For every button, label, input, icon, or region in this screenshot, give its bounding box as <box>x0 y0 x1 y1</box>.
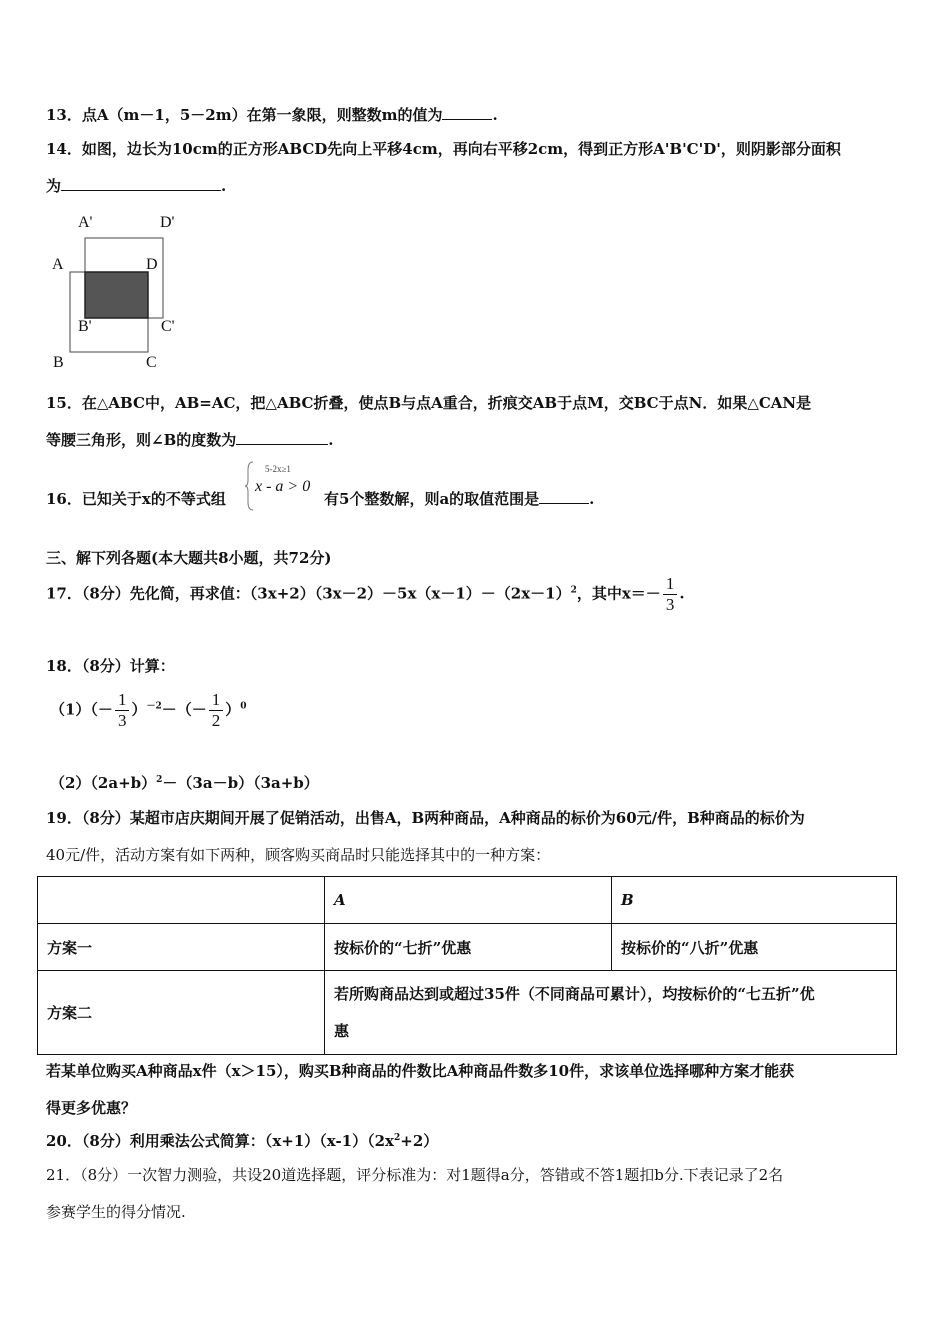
table-cell: B <box>612 877 897 924</box>
table-cell: 方案二 <box>38 971 325 1055</box>
fraction-one-third: $\frac{1}{3}$ <box>115 690 130 731</box>
question-18-title: 18．（8分）计算： <box>46 657 175 675</box>
question-13: 13．点A（m－1，5－2m）在第一象限，则整数m的值为 . <box>46 106 498 124</box>
label-d-prime: D' <box>160 214 175 231</box>
inequality-1: 5-2x≥1 <box>265 464 291 474</box>
question-16-suffix: 有5个整数解，则a的取值范围是 . <box>324 490 595 508</box>
table-cell: 按标价的“八折”优惠 <box>612 924 897 971</box>
question-21-line1: 21．（8分）一次智力测验，共设20道选择题，评分标准为：对1题得a分，答错或不答1题扣b分.下表记录了2名 <box>46 1166 784 1184</box>
question-18-part2: $(2)(2a+b)^2-(3a-b)(3a+b)$ <box>50 774 319 792</box>
question-17: 17．（8分）先化简，再求值：$(3x+2)(3x-2)-5x(x-1)-(2x-1)^2$，其中x＝－ $\frac{1}{3}$ . <box>46 574 685 614</box>
brace-icon <box>245 460 255 512</box>
inequality-system <box>245 460 323 512</box>
label-c-prime: C' <box>161 318 175 335</box>
question-19-after1: 若某单位购买A种商品x件（x＞15），购买B种商品的件数比A种商品件数多10件，求该单位选择哪种方案才能获 <box>46 1062 795 1080</box>
answer-blank <box>442 105 492 120</box>
fraction-one-third: $\frac{1}{3}$ <box>663 574 678 615</box>
question-15-line2: 等腰三角形，则∠B的度数为 . <box>46 431 334 449</box>
table-cell-merged: 若所购商品达到或超过35件（不同商品可累计），均按标价的“七五折”优 惠 <box>325 971 897 1055</box>
question-15-line1: 15．在△ABC中，AB=AC，把△ABC折叠，使点B与点A重合，折痕交AB于点M，交BC于点N．如果△CAN是 <box>46 394 812 412</box>
fraction-one-half: $\frac{1}{2}$ <box>209 690 224 731</box>
question-19-line2: 40元/件，活动方案有如下两种，顾客购买商品时只能选择其中的一种方案： <box>46 846 551 864</box>
question-14-line2: 为 . <box>46 177 227 195</box>
table-cell: A <box>325 877 612 924</box>
label-b-prime: B' <box>78 318 92 335</box>
table-row <box>38 971 897 1055</box>
answer-blank <box>539 489 589 504</box>
table-row <box>38 924 897 971</box>
question-21-line2: 参赛学生的得分情况. <box>46 1203 186 1221</box>
question-18-part1: （1）（－ $\frac{1}{3}$ ）$^{-2}$－（－ $\frac{1}{2}$ ）$^0$ <box>50 690 247 730</box>
question-16-prefix: 16．已知关于x的不等式组 <box>46 490 226 508</box>
question-14-line1: 14．如图，边长为10cm的正方形ABCD先向上平移4cm，再向右平移2cm，得到正方形A'B'C'D'，则阴影部分面积 <box>46 140 841 158</box>
label-b: B <box>53 354 64 371</box>
inequality-2: x - a > 0 <box>255 478 311 495</box>
q13-text: 13．点A（m－1，5－2m）在第一象限，则整数m的值为 <box>46 106 443 124</box>
section-heading: 三、解下列各题(本大题共8小题，共72分) <box>46 549 332 567</box>
label-d: D <box>146 256 158 273</box>
table-cell <box>38 877 325 924</box>
figure-svg <box>48 212 188 377</box>
answer-blank <box>236 430 328 445</box>
label-a-prime: A' <box>78 214 93 231</box>
square-translation-figure <box>48 212 188 377</box>
table-cell: 按标价的“七折”优惠 <box>325 924 612 971</box>
table-header-row <box>38 877 897 924</box>
question-20: 20．（8分）利用乘法公式简算：$(x+1)(x-1)(2x^2+2)$ <box>46 1132 439 1150</box>
promotion-table <box>37 876 897 1055</box>
label-a: A <box>52 256 64 273</box>
question-19-after2: 得更多优惠？ <box>46 1099 137 1117</box>
question-19-line1: 19．（8分）某超市店庆期间开展了促销活动，出售A，B两种商品，A种商品的标价为60元/件，B种商品的标价为 <box>46 809 805 827</box>
shaded-region <box>85 272 148 318</box>
answer-blank <box>61 176 221 191</box>
label-c: C <box>146 354 157 371</box>
table-cell: 方案一 <box>38 924 325 971</box>
